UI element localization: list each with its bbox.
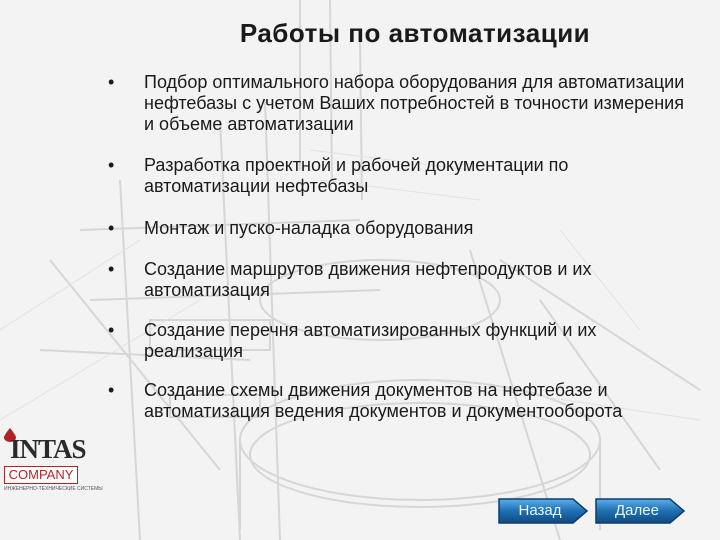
bullet-marker: • (108, 155, 115, 175)
logo-tagline: ИНЖЕНЕРНО-ТЕХНИЧЕСКИЕ СИСТЕМЫ (4, 486, 103, 492)
logo-name: INTAS (10, 434, 86, 464)
list-item-text: Подбор оптимального набора оборудования для автоматизации нефтебазы с учетом Ваших потребностей в точности измерения и объеме автоматизации (144, 72, 685, 134)
list-item-text: Разработка проектной и рабочей документации по автоматизации нефтебазы (144, 155, 569, 196)
list-item-text: Монтаж и пуско-наладка оборудования (144, 218, 474, 238)
bullet-list (108, 72, 688, 422)
bullet-marker: • (108, 380, 115, 400)
next-button-label: Далее (615, 502, 659, 519)
back-button[interactable] (497, 493, 591, 533)
next-button[interactable] (594, 493, 688, 533)
bullet-marker: • (108, 218, 115, 238)
list-item (108, 320, 688, 362)
bullet-marker: • (108, 320, 115, 340)
list-item (108, 72, 688, 135)
list-item (108, 218, 688, 239)
list-item-text: Создание схемы движения документов на нефтебазе и автоматизация ведения документов и документооборота (144, 380, 623, 421)
list-item-text: Создание маршрутов движения нефтепродуктов и их автоматизация (144, 259, 592, 300)
list-item (108, 380, 688, 422)
company-logo (2, 428, 103, 492)
logo-subtitle: COMPANY (4, 466, 78, 484)
back-button-label: Назад (518, 502, 562, 519)
list-item (108, 259, 688, 301)
list-item-text: Создание перечня автоматизированных функций и их реализация (144, 320, 597, 361)
list-item (108, 155, 688, 197)
slide-title: Работы по автоматизации (239, 18, 591, 48)
bullet-marker: • (108, 259, 115, 279)
bullet-marker: • (108, 72, 115, 92)
